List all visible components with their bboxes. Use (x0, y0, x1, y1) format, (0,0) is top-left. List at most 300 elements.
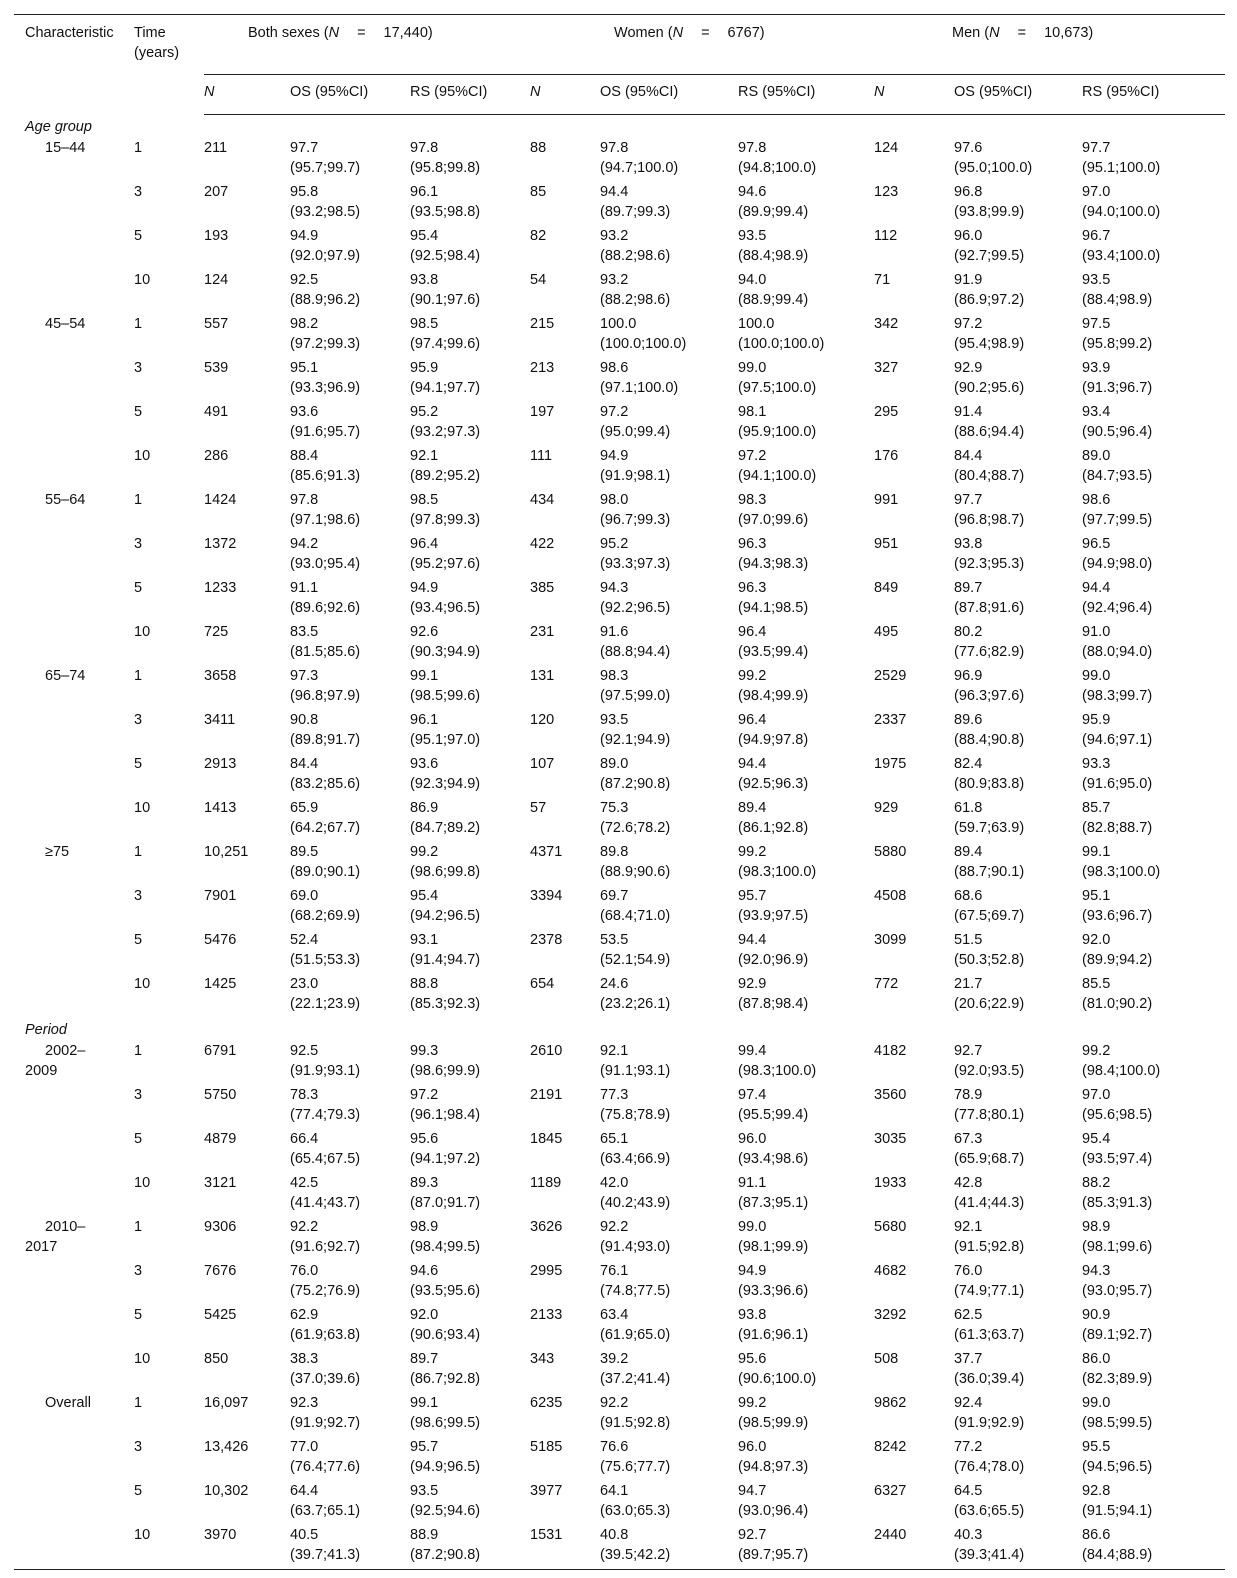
both-os-cell (290, 710, 410, 754)
women-n-cell: 131 (530, 668, 555, 684)
os-estimate: 62.9 (290, 1307, 319, 1323)
rs-ci: (92.0;96.9) (738, 952, 809, 968)
women-n-cell: 85 (530, 184, 547, 200)
rs-ci: (95.5;99.4) (738, 1107, 809, 1123)
os-estimate: 97.8 (600, 140, 629, 156)
both-os-cell (290, 226, 410, 270)
time-cell: 10 (134, 272, 151, 288)
women-n-cell: 213 (530, 360, 555, 376)
os-ci: (41.4;44.3) (954, 1195, 1025, 1211)
time-cell: 1 (134, 316, 143, 332)
os-ci: (75.8;78.9) (600, 1107, 671, 1123)
os-estimate: 89.0 (600, 756, 629, 772)
men-rs-cell (1082, 798, 1225, 842)
women-n-cell: 5185 (530, 1439, 563, 1455)
os-ci: (51.5;53.3) (290, 952, 361, 968)
os-estimate: 65.1 (600, 1131, 629, 1147)
both-rs-cell (410, 1129, 530, 1173)
men-os-cell (954, 1085, 1082, 1129)
group-label (14, 798, 134, 842)
women-os-cell (600, 1349, 738, 1393)
rs-estimate: 96.3 (738, 536, 767, 552)
women-os-cell (600, 1481, 738, 1525)
os-estimate: 77.2 (954, 1439, 983, 1455)
both-rs-cell (410, 446, 530, 490)
rs-ci: (98.4;100.0) (1082, 1063, 1161, 1079)
os-estimate: 88.4 (290, 448, 319, 464)
women-os-cell (600, 578, 738, 622)
both-os-cell (290, 1305, 410, 1349)
both-os-cell (290, 1217, 410, 1261)
both-rs-cell (410, 1393, 530, 1437)
rs-ci: (82.3;89.9) (1082, 1371, 1153, 1387)
men-os-cell (954, 1305, 1082, 1349)
os-ci: (91.5;92.8) (954, 1239, 1025, 1255)
rs-ci: (90.3;94.9) (410, 644, 481, 660)
women-n-cell: 1189 (530, 1175, 562, 1191)
women-rs-cell (738, 314, 874, 358)
men-n-cell: 2337 (874, 712, 907, 728)
os-estimate: 92.2 (600, 1219, 629, 1235)
header-both-sexes: Both sexes (N = 17,440) (204, 15, 530, 75)
men-n-cell: 123 (874, 184, 899, 200)
both-n-cell: 10,302 (204, 1483, 249, 1499)
time-cell: 10 (134, 1351, 151, 1367)
time-cell: 3 (134, 360, 143, 376)
both-rs-cell (410, 1173, 530, 1217)
men-os-cell (954, 1041, 1082, 1085)
women-n-cell: 2610 (530, 1043, 563, 1059)
men-n-cell: 124 (874, 140, 899, 156)
os-estimate: 91.4 (954, 404, 983, 420)
os-ci: (63.4;66.9) (600, 1151, 671, 1167)
os-ci: (88.6;94.4) (954, 424, 1025, 440)
rs-estimate: 93.6 (410, 756, 439, 772)
women-rs-cell (738, 1041, 874, 1085)
rs-ci: (94.1;98.5) (738, 600, 809, 616)
os-ci: (63.6;65.5) (954, 1503, 1025, 1519)
subheader-n: N (874, 75, 954, 115)
women-os-cell (600, 314, 738, 358)
men-rs-cell (1082, 402, 1225, 446)
group-label (14, 314, 134, 358)
os-ci: (52.1;54.9) (600, 952, 671, 968)
both-n-cell: 6791 (204, 1043, 237, 1059)
os-estimate: 89.8 (600, 844, 629, 860)
men-n-cell: 3292 (874, 1307, 907, 1323)
os-ci: (61.9;65.0) (600, 1327, 671, 1343)
os-ci: (81.5;85.6) (290, 644, 361, 660)
men-n-cell: 1975 (874, 756, 907, 772)
men-os-cell (954, 1173, 1082, 1217)
women-os-cell (600, 138, 738, 182)
rs-ci: (95.6;98.5) (1082, 1107, 1153, 1123)
men-n-cell: 991 (874, 492, 899, 508)
rs-estimate: 95.2 (410, 404, 439, 420)
both-rs-cell (410, 182, 530, 226)
women-n-cell: 2191 (530, 1087, 563, 1103)
rs-estimate: 97.7 (1082, 140, 1111, 156)
os-estimate: 89.4 (954, 844, 983, 860)
men-rs-cell (1082, 1481, 1225, 1525)
women-rs-cell (738, 226, 874, 270)
os-ci: (59.7;63.9) (954, 820, 1025, 836)
rs-ci: (93.3;96.6) (738, 1283, 809, 1299)
os-estimate: 75.3 (600, 800, 629, 816)
both-rs-cell (410, 1525, 530, 1570)
rs-ci: (88.4;98.9) (1082, 292, 1153, 308)
rs-estimate: 99.2 (738, 668, 767, 684)
os-ci: (77.8;80.1) (954, 1107, 1025, 1123)
subheader-os: OS (95%CI) (290, 75, 410, 115)
rs-ci: (87.0;91.7) (410, 1195, 481, 1211)
rs-ci: (93.5;98.8) (410, 204, 481, 220)
rs-ci: (86.1;92.8) (738, 820, 809, 836)
both-rs-cell (410, 1437, 530, 1481)
both-n-cell: 1233 (204, 580, 237, 596)
both-n-cell: 286 (204, 448, 229, 464)
men-os-cell (954, 1129, 1082, 1173)
rs-estimate: 92.0 (410, 1307, 439, 1323)
os-ci: (91.9;98.1) (600, 468, 671, 484)
women-os-cell (600, 182, 738, 226)
rs-ci: (98.6;99.9) (410, 1063, 481, 1079)
os-ci: (77.6;82.9) (954, 644, 1025, 660)
women-os-cell (600, 1173, 738, 1217)
rs-estimate: 96.1 (410, 712, 439, 728)
time-cell: 10 (134, 800, 151, 816)
men-os-cell (954, 798, 1082, 842)
rs-ci: (90.1;97.6) (410, 292, 481, 308)
rs-ci: (98.3;99.7) (1082, 688, 1153, 704)
both-rs-cell (410, 710, 530, 754)
table-row (14, 1437, 1225, 1481)
women-rs-cell (738, 1129, 874, 1173)
women-n-cell: 4371 (530, 844, 563, 860)
rs-ci: (94.6;97.1) (1082, 732, 1153, 748)
rs-estimate: 88.8 (410, 976, 439, 992)
men-rs-cell (1082, 886, 1225, 930)
rs-ci: (95.1;97.0) (410, 732, 481, 748)
both-n-cell: 1413 (204, 800, 237, 816)
os-ci: (88.4;90.8) (954, 732, 1025, 748)
os-ci: (88.7;90.1) (954, 864, 1025, 880)
os-ci: (74.9;77.1) (954, 1283, 1025, 1299)
os-estimate: 69.0 (290, 888, 319, 904)
os-estimate: 93.2 (600, 272, 629, 288)
rs-ci: (84.7;89.2) (410, 820, 481, 836)
rs-ci: (98.3;100.0) (738, 1063, 817, 1079)
men-rs-cell (1082, 842, 1225, 886)
group-label (14, 1041, 134, 1085)
group-label (14, 578, 134, 622)
os-estimate: 42.5 (290, 1175, 319, 1191)
subheader-rs: RS (95%CI) (410, 75, 530, 115)
rs-ci: (91.6;96.1) (738, 1327, 809, 1343)
both-os-cell (290, 1437, 410, 1481)
men-rs-cell (1082, 1217, 1225, 1261)
table-row (14, 1085, 1225, 1129)
both-os-cell (290, 402, 410, 446)
rs-ci: (98.1;99.6) (1082, 1239, 1153, 1255)
men-n-cell: 9862 (874, 1395, 907, 1411)
os-ci: (88.9;96.2) (290, 292, 361, 308)
os-estimate: 83.5 (290, 624, 319, 640)
os-estimate: 96.8 (954, 184, 983, 200)
women-n-cell: 215 (530, 316, 555, 332)
section-title: Age group (25, 119, 92, 135)
women-n-cell: 107 (530, 756, 555, 772)
rs-estimate: 97.0 (1082, 1087, 1111, 1103)
os-estimate: 78.3 (290, 1087, 319, 1103)
women-os-cell (600, 974, 738, 1018)
rs-ci: (100.0;100.0) (738, 336, 825, 352)
os-estimate: 90.8 (290, 712, 319, 728)
both-rs-cell (410, 1481, 530, 1525)
men-os-cell (954, 534, 1082, 578)
both-os-cell (290, 1261, 410, 1305)
os-ci: (23.2;26.1) (600, 996, 671, 1012)
women-n-cell: 654 (530, 976, 555, 992)
table-row (14, 974, 1225, 1018)
group-label-line: Overall (45, 1395, 91, 1411)
men-rs-cell (1082, 754, 1225, 798)
men-os-cell (954, 666, 1082, 710)
time-cell: 5 (134, 756, 143, 772)
group-label (14, 138, 134, 182)
men-rs-cell (1082, 578, 1225, 622)
women-rs-cell (738, 974, 874, 1018)
men-rs-cell (1082, 534, 1225, 578)
rs-ci: (89.9;99.4) (738, 204, 809, 220)
rs-ci: (88.4;98.9) (738, 248, 809, 264)
rs-estimate: 98.6 (1082, 492, 1111, 508)
rs-estimate: 99.2 (410, 844, 439, 860)
subheader-n: N (204, 75, 290, 115)
group-label (14, 1525, 134, 1570)
time-cell: 5 (134, 932, 143, 948)
os-ci: (96.3;97.6) (954, 688, 1025, 704)
men-rs-cell (1082, 1437, 1225, 1481)
rs-ci: (94.1;97.7) (410, 380, 481, 396)
os-ci: (93.0;95.4) (290, 556, 361, 572)
rs-ci: (94.5;96.5) (1082, 1459, 1153, 1475)
table-row (14, 1041, 1225, 1085)
group-label (14, 666, 134, 710)
rs-ci: (97.7;99.5) (1082, 512, 1153, 528)
both-n-cell: 3411 (204, 712, 236, 728)
rs-estimate: 97.2 (410, 1087, 439, 1103)
women-os-cell (600, 446, 738, 490)
both-os-cell (290, 1129, 410, 1173)
women-n-cell: 3626 (530, 1219, 563, 1235)
both-os-cell (290, 1393, 410, 1437)
rs-ci: (97.8;99.3) (410, 512, 481, 528)
os-ci: (20.6;22.9) (954, 996, 1025, 1012)
men-os-cell (954, 226, 1082, 270)
rs-ci: (93.4;100.0) (1082, 248, 1161, 264)
os-estimate: 80.2 (954, 624, 983, 640)
group-label (14, 534, 134, 578)
men-n-cell: 71 (874, 272, 891, 288)
women-os-cell (600, 534, 738, 578)
os-ci: (91.9;93.1) (290, 1063, 361, 1079)
os-estimate: 64.1 (600, 1483, 629, 1499)
both-rs-cell (410, 226, 530, 270)
os-estimate: 76.0 (290, 1263, 319, 1279)
time-cell: 5 (134, 1131, 143, 1147)
os-ci: (89.6;92.6) (290, 600, 361, 616)
both-n-cell: 5476 (204, 932, 237, 948)
rs-ci: (90.6;93.4) (410, 1327, 481, 1343)
women-os-cell (600, 358, 738, 402)
rs-ci: (94.0;100.0) (1082, 204, 1161, 220)
os-estimate: 100.0 (600, 316, 637, 332)
os-ci: (36.0;39.4) (954, 1371, 1025, 1387)
men-rs-cell (1082, 1525, 1225, 1570)
rs-ci: (98.4;99.5) (410, 1239, 481, 1255)
both-os-cell (290, 1041, 410, 1085)
rs-estimate: 98.9 (410, 1219, 439, 1235)
section-row (14, 1018, 1225, 1041)
group-label (14, 1173, 134, 1217)
table-row (14, 1261, 1225, 1305)
men-os-cell (954, 1261, 1082, 1305)
both-n-cell: 4879 (204, 1131, 237, 1147)
men-rs-cell (1082, 358, 1225, 402)
both-n-cell: 3658 (204, 668, 237, 684)
women-rs-cell (738, 534, 874, 578)
rs-estimate: 95.7 (410, 1439, 439, 1455)
women-rs-cell (738, 1173, 874, 1217)
os-estimate: 97.7 (954, 492, 983, 508)
women-os-cell (600, 798, 738, 842)
table-row (14, 1481, 1225, 1525)
men-os-cell (954, 490, 1082, 534)
os-ci: (95.0;99.4) (600, 424, 671, 440)
men-rs-cell (1082, 490, 1225, 534)
women-n-cell: 6235 (530, 1395, 563, 1411)
rs-estimate: 99.0 (1082, 1395, 1111, 1411)
os-ci: (92.7;99.5) (954, 248, 1025, 264)
rs-estimate: 94.3 (1082, 1263, 1111, 1279)
rs-estimate: 95.7 (738, 888, 767, 904)
women-rs-cell (738, 798, 874, 842)
rs-estimate: 96.5 (1082, 536, 1111, 552)
both-rs-cell (410, 754, 530, 798)
os-ci: (88.9;90.6) (600, 864, 671, 880)
both-os-cell (290, 1085, 410, 1129)
women-rs-cell (738, 1525, 874, 1570)
group-label-line: 65–74 (45, 668, 86, 684)
women-n-cell: 2995 (530, 1263, 563, 1279)
os-ci: (37.0;39.6) (290, 1371, 361, 1387)
rs-estimate: 86.9 (410, 800, 439, 816)
group-label (14, 622, 134, 666)
group-label (14, 930, 134, 974)
rs-estimate: 89.3 (410, 1175, 439, 1191)
rs-ci: (94.2;96.5) (410, 908, 481, 924)
women-os-cell (600, 622, 738, 666)
both-rs-cell (410, 358, 530, 402)
rs-estimate: 99.3 (410, 1043, 439, 1059)
os-ci: (76.4;77.6) (290, 1459, 361, 1475)
men-n-cell: 3035 (874, 1131, 907, 1147)
rs-ci: (92.3;94.9) (410, 776, 481, 792)
os-ci: (63.7;65.1) (290, 1503, 361, 1519)
os-ci: (97.2;99.3) (290, 336, 361, 352)
header-time: Time (years) (134, 15, 204, 115)
rs-estimate: 95.9 (410, 360, 439, 376)
group-label-line: 2009 (25, 1063, 58, 1079)
rs-ci: (93.9;97.5) (738, 908, 809, 924)
os-ci: (97.1;98.6) (290, 512, 361, 528)
women-os-cell (600, 886, 738, 930)
rs-estimate: 93.8 (410, 272, 439, 288)
rs-estimate: 97.4 (738, 1087, 767, 1103)
os-estimate: 94.3 (600, 580, 629, 596)
rs-estimate: 94.6 (738, 184, 767, 200)
both-os-cell (290, 1525, 410, 1570)
men-rs-cell (1082, 1393, 1225, 1437)
rs-estimate: 92.8 (1082, 1483, 1111, 1499)
rs-estimate: 99.1 (1082, 844, 1111, 860)
both-rs-cell (410, 1261, 530, 1305)
both-n-cell: 193 (204, 228, 229, 244)
os-estimate: 64.4 (290, 1483, 319, 1499)
rs-estimate: 94.9 (738, 1263, 767, 1279)
os-estimate: 91.6 (600, 624, 629, 640)
time-cell: 5 (134, 1307, 143, 1323)
rs-estimate: 93.5 (1082, 272, 1111, 288)
os-ci: (88.2;98.6) (600, 248, 671, 264)
os-estimate: 76.6 (600, 1439, 629, 1455)
rs-estimate: 89.7 (410, 1351, 439, 1367)
women-os-cell (600, 1525, 738, 1570)
os-ci: (91.6;95.7) (290, 424, 361, 440)
men-rs-cell (1082, 1349, 1225, 1393)
os-ci: (87.2;90.8) (600, 776, 671, 792)
os-estimate: 82.4 (954, 756, 983, 772)
men-rs-cell (1082, 930, 1225, 974)
rs-estimate: 89.0 (1082, 448, 1111, 464)
rs-estimate: 94.9 (410, 580, 439, 596)
men-rs-cell (1082, 1041, 1225, 1085)
women-rs-cell (738, 490, 874, 534)
rs-estimate: 92.7 (738, 1527, 767, 1543)
both-n-cell: 16,097 (204, 1395, 249, 1411)
rs-estimate: 93.1 (410, 932, 439, 948)
os-ci: (41.4;43.7) (290, 1195, 361, 1211)
os-estimate: 77.3 (600, 1087, 629, 1103)
men-rs-cell (1082, 1085, 1225, 1129)
men-rs-cell (1082, 270, 1225, 314)
both-rs-cell (410, 842, 530, 886)
women-os-cell (600, 402, 738, 446)
rs-ci: (93.2;97.3) (410, 424, 481, 440)
both-rs-cell (410, 1085, 530, 1129)
men-os-cell (954, 1481, 1082, 1525)
rs-estimate: 89.4 (738, 800, 767, 816)
men-rs-cell (1082, 446, 1225, 490)
os-ci: (93.8;99.9) (954, 204, 1025, 220)
women-rs-cell (738, 1261, 874, 1305)
rs-estimate: 86.0 (1082, 1351, 1111, 1367)
os-estimate: 77.0 (290, 1439, 319, 1455)
women-n-cell: 88 (530, 140, 547, 156)
both-os-cell (290, 182, 410, 226)
women-os-cell (600, 1085, 738, 1129)
